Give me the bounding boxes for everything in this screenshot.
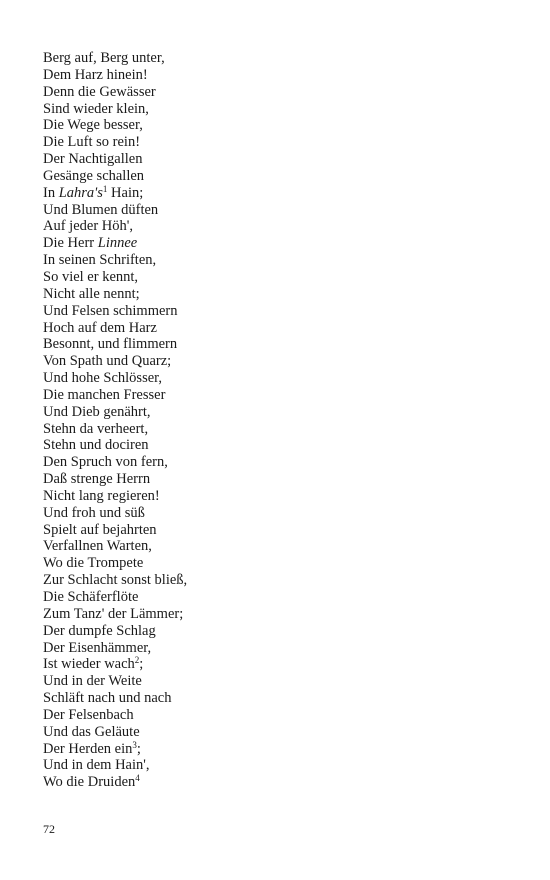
poem-line xyxy=(43,673,503,690)
poem-line xyxy=(43,370,503,387)
poem-line xyxy=(43,640,503,657)
poem-line xyxy=(43,387,503,404)
line-text: Und hohe Schlösser, xyxy=(43,370,163,387)
poem-line xyxy=(43,404,503,421)
line-text: Zum Tanz' der Lämmer; xyxy=(43,605,184,622)
line-text: Nicht alle nennt; xyxy=(43,285,140,302)
line-text: Daß strenge Herrn xyxy=(43,471,151,488)
line-text: Den Spruch von fern, xyxy=(43,454,168,471)
poem-line xyxy=(43,421,503,438)
poem-line xyxy=(43,572,503,589)
line-text: Gesänge schallen xyxy=(43,167,145,184)
poem-line xyxy=(43,606,503,623)
footnote-marker: 2 xyxy=(134,655,140,666)
poem-line xyxy=(43,353,503,370)
line-text: Berg auf, Berg unter, xyxy=(43,50,165,66)
footnote-marker: 4 xyxy=(135,773,140,784)
poem-line xyxy=(43,185,503,202)
line-text: Denn die Gewässer xyxy=(43,83,156,100)
poem-line xyxy=(43,202,503,219)
poem-line xyxy=(43,724,503,741)
poem-line xyxy=(43,471,503,488)
poem-line xyxy=(43,505,503,522)
line-text: Ist wieder wach xyxy=(43,656,135,673)
poem-line xyxy=(43,101,503,118)
line-text: In xyxy=(43,184,59,201)
line-text: Zur Schlacht sonst bließ, xyxy=(43,572,188,589)
poem-line xyxy=(43,522,503,539)
poem-text xyxy=(43,50,503,791)
poem-line xyxy=(43,690,503,707)
line-text: Und froh und süß xyxy=(43,504,145,521)
poem-line xyxy=(43,134,503,151)
poem-line xyxy=(43,656,503,673)
poem-line xyxy=(43,235,503,252)
line-text: Und in dem Hain', xyxy=(43,757,150,774)
poem-line xyxy=(43,336,503,353)
poem-line xyxy=(43,437,503,454)
poem-line xyxy=(43,488,503,505)
line-text: ; xyxy=(139,656,144,673)
poem-line xyxy=(43,67,503,84)
footnote-marker: 1 xyxy=(102,183,108,194)
poem-line xyxy=(43,168,503,185)
line-text: Stehn und dociren xyxy=(43,437,149,454)
poem-line xyxy=(43,303,503,320)
line-text: Die Herr xyxy=(43,235,98,252)
poem-line xyxy=(43,320,503,337)
poem-line xyxy=(43,454,503,471)
line-text: Hain; xyxy=(107,184,144,201)
line-text: Und Dieb genährt, xyxy=(43,403,151,420)
line-text: Spielt auf bejahrten xyxy=(43,521,157,538)
italic-name: Lahra's xyxy=(58,184,103,201)
poem-line xyxy=(43,117,503,134)
page-number: 72 xyxy=(43,822,55,836)
line-text: ; xyxy=(136,740,141,757)
poem-line xyxy=(43,50,503,67)
line-text: Die Luft so rein! xyxy=(43,134,141,151)
line-text: Die Wege besser, xyxy=(43,117,143,134)
poem-line xyxy=(43,252,503,269)
poem-line xyxy=(43,707,503,724)
line-text: Der dumpfe Schlag xyxy=(43,622,156,639)
line-text: Nicht lang regieren! xyxy=(43,487,160,504)
line-text: Die Schäferflöte xyxy=(43,589,139,605)
line-text: Dem Harz hinein! xyxy=(43,66,148,83)
line-text: Der Nachtigallen xyxy=(43,151,143,168)
line-text: Der Eisenhämmer, xyxy=(43,639,152,656)
line-text: Die manchen Fresser xyxy=(43,386,166,403)
poem-line xyxy=(43,84,503,101)
poem-line xyxy=(43,269,503,286)
line-text: Von Spath und Quarz; xyxy=(43,353,172,370)
line-text: Verfallnen Warten, xyxy=(43,538,152,555)
line-text: Wo die Druiden xyxy=(43,774,136,791)
line-text: Der Felsenbach xyxy=(43,706,134,723)
poem-line xyxy=(43,623,503,640)
line-text: Und Felsen schimmern xyxy=(43,302,178,319)
line-text: So viel er kennt, xyxy=(43,268,139,285)
line-text: Hoch auf dem Harz xyxy=(43,319,157,336)
poem-line xyxy=(43,538,503,555)
poem-line xyxy=(43,218,503,235)
line-text: Schläft nach und nach xyxy=(43,690,172,707)
line-text: In seinen Schriften, xyxy=(43,252,157,269)
poem-line xyxy=(43,151,503,168)
line-text: Und in der Weite xyxy=(43,673,142,690)
poem-line xyxy=(43,757,503,774)
poem-line xyxy=(43,286,503,303)
poem-line xyxy=(43,555,503,572)
footnote-marker: 3 xyxy=(132,739,137,750)
italic-name: Linnee xyxy=(97,235,138,252)
line-text: Stehn da verheert, xyxy=(43,420,149,437)
line-text: Und das Geläute xyxy=(43,723,140,740)
poem-line xyxy=(43,774,503,791)
poem-line xyxy=(43,741,503,758)
poem-line xyxy=(43,589,503,606)
line-text: Und Blumen düften xyxy=(43,201,159,218)
line-text: Wo die Trompete xyxy=(43,555,144,572)
line-text: Besonnt, und flimmern xyxy=(43,336,178,353)
line-text: Auf jeder Höh', xyxy=(43,218,133,235)
line-text: Der Herden ein xyxy=(43,740,133,757)
line-text: Sind wieder klein, xyxy=(43,100,149,117)
